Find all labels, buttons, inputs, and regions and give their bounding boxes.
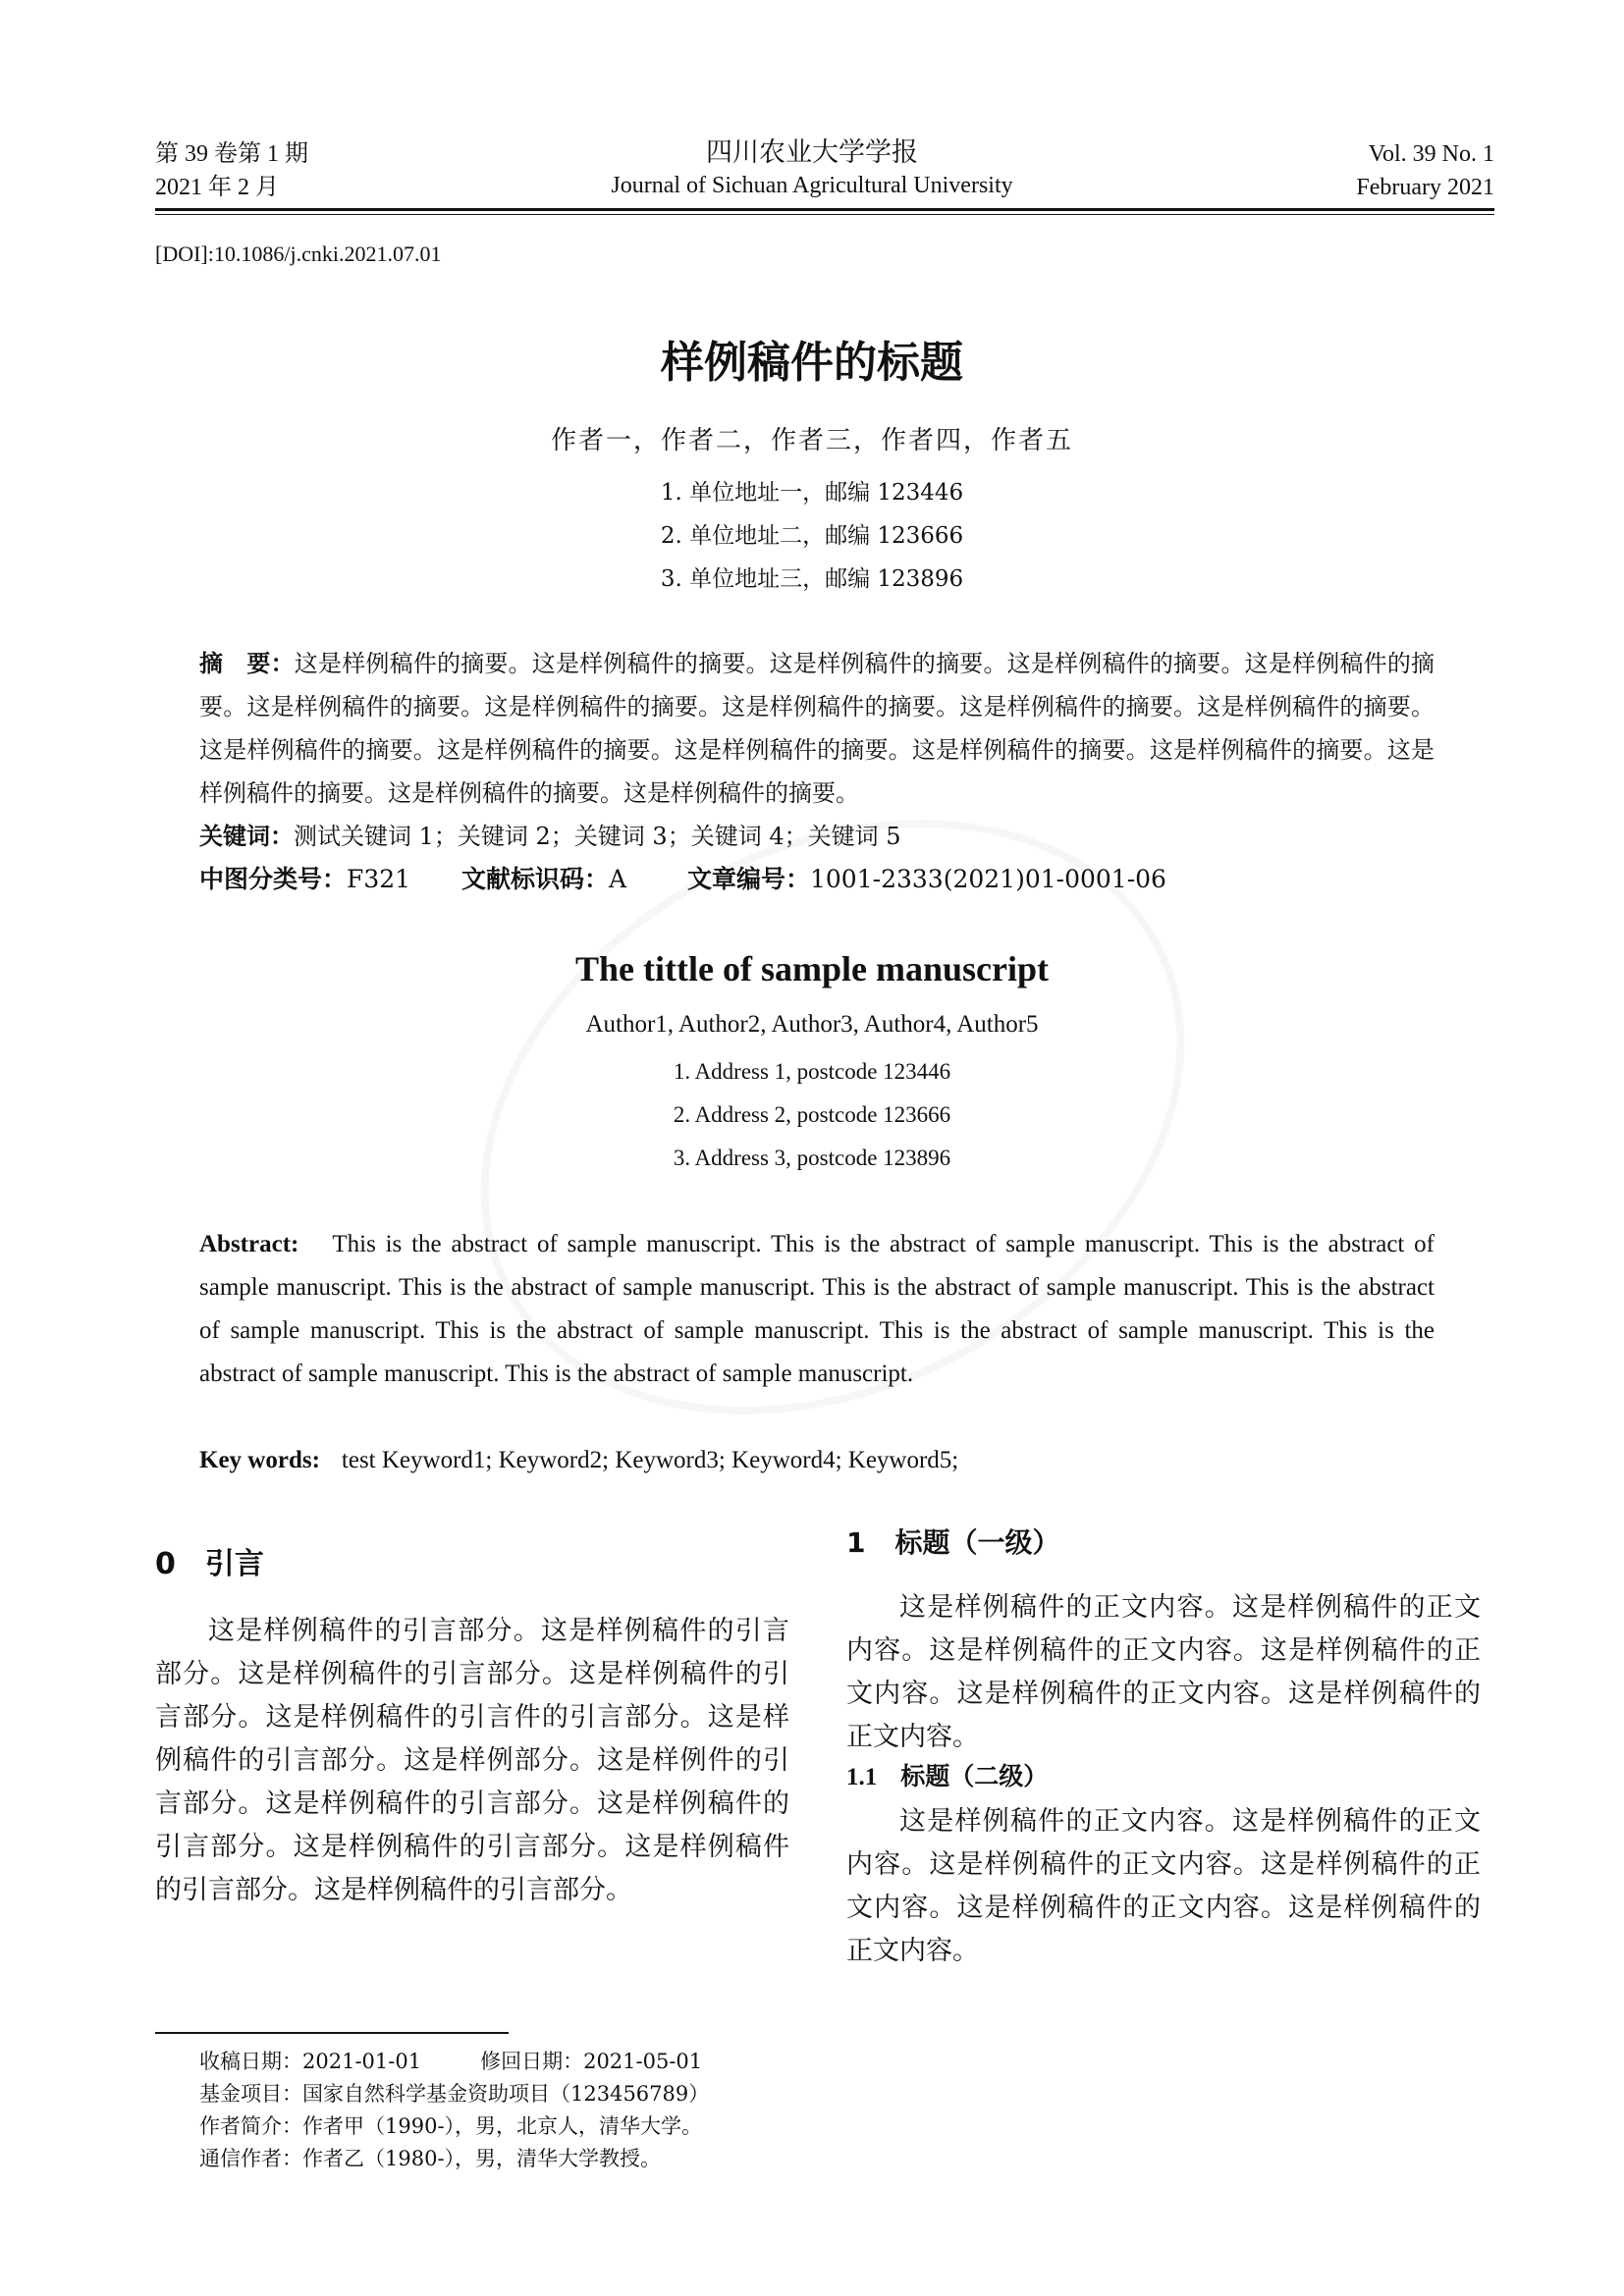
section-1-1-body: 这是样例稿件的正文内容。这是样例稿件的正文内容。这是样例稿件的正文内容。这是样例稿件的正文内容。这是样例稿件的正文内容。这是样例稿件的正文内容。 [846,1806,1481,1966]
authors-cn: 作者一，作者二，作者三，作者四，作者五 [550,426,1073,455]
section-heading-1-1 [846,1755,1048,1799]
section-heading-1 [846,1522,1060,1565]
header-date-en: February 2021 [1356,175,1494,200]
section-title: 引言 [204,1547,264,1581]
footnote-author-bio: 作者简介：作者甲（1990-），男，北京人，清华大学。 [199,2114,703,2138]
doc-code-value: A [609,865,627,893]
page-title-en: The tittle of sample manuscript [575,949,1049,988]
keywords-en-label: Key words: [199,1447,320,1473]
footnotes [199,2046,709,2175]
header-rule-thin [155,214,1494,215]
abstract-cn-text: 这是样例稿件的摘要。这是样例稿件的摘要。这是样例稿件的摘要。这是样例稿件的摘要。这是样例稿件的摘要。这是样例稿件的摘要。这是样例稿件的摘要。这是样例稿件的摘要。这是样例稿件的摘要。这是样例稿件的摘要。这是样例稿件的摘要。这是样例稿件的摘要。这是样例稿件的摘要。这是样例稿件的摘要。这是样例稿件的摘要。这是样例稿件的摘要。这是样例稿件的摘要。这是样例稿件的摘要。 [199,650,1435,807]
abstract-en-text: This is the abstract of sample manuscript. This is the abstract of sample manuscript. This is the abstract of sample manuscript. This is the abstract of sample manuscript. This is the abstract of sample manuscript. This is the abstract of sample manuscript. This is the abstract of sample manuscript. This is the abstract of sample manuscript. This is the abstract of sample manuscript. This is the abstract of sample manuscript. [199,1231,1435,1387]
affiliation-en-1: 1. Address 1, postcode 123446 [673,1059,951,1084]
journal-name-cn: 四川农业大学学报 [706,137,918,167]
section-heading-intro [155,1543,264,1586]
header-right [1356,137,1494,204]
affiliation-en-3: 3. Address 3, postcode 123896 [673,1146,951,1170]
affiliation-cn-3: 3. 单位地址三，邮编 123896 [660,566,964,592]
article-no-label: 文章编号： [686,865,810,893]
section-1-body: 这是样例稿件的正文内容。这是样例稿件的正文内容。这是样例稿件的正文内容。这是样例稿件的正文内容。这是样例稿件的正文内容。这是样例稿件的正文内容。 [846,1592,1481,1752]
keywords-cn [199,815,901,858]
page-title-cn: 样例稿件的标题 [661,338,963,388]
subsection-title: 标题（二级） [900,1762,1049,1790]
header-date-cn: 2021 年 2 月 [155,175,279,200]
footnote-rule [155,2032,509,2034]
abstract-en-label: Abstract: [199,1231,299,1257]
affiliation-cn-2: 2. 单位地址二，邮编 123666 [660,523,964,549]
article-no-value: 1001-2333(2021)01-0001-06 [810,865,1166,893]
affiliations-cn [0,471,1624,601]
abstract-cn [199,642,1435,815]
doc-code-label: 文献标识码： [461,865,610,893]
abstract-en [199,1223,1435,1396]
clc-value: F321 [347,865,411,893]
clc-label: 中图分类号： [199,865,348,893]
revised-date: 修回日期：2021-05-01 [480,2050,703,2073]
footnote-fund: 基金项目：国家自然科学基金资助项目（123456789） [199,2082,710,2106]
header-rule-thick [155,208,1494,211]
keywords-en [199,1439,958,1482]
footnote-dates [199,2046,709,2078]
section-title: 标题（一级） [894,1526,1060,1559]
received-date: 收稿日期：2021-01-01 [199,2050,422,2073]
abstract-cn-label: 摘 要： [199,650,295,677]
authors-en: Author1, Author2, Author3, Author4, Author5 [585,1011,1039,1038]
footnote-corresponding: 通信作者：作者乙（1980-），男，清华大学教授。 [199,2147,662,2170]
keywords-cn-label: 关键词： [199,823,294,850]
keywords-en-text: test Keyword1; Keyword2; Keyword3; Keyword4; Keyword5; [341,1447,959,1473]
affiliations-en [0,1050,1624,1180]
header-volume-issue: 第 39 卷第 1 期 [155,141,308,167]
keywords-cn-text: 测试关键词 1；关键词 2；关键词 3；关键词 4；关键词 5 [294,823,901,850]
section-number: 1 [846,1526,866,1559]
doi: [DOI]:10.1086/j.cnki.2021.07.01 [155,241,442,266]
section-number: 0 [155,1547,176,1581]
header-vol-no: Vol. 39 No. 1 [1368,141,1494,167]
affiliation-en-2: 2. Address 2, postcode 123666 [673,1102,951,1127]
journal-name-en: Journal of Sichuan Agricultural University [611,173,1013,198]
affiliation-cn-1: 1. 单位地址一，邮编 123446 [660,480,964,506]
subsection-number: 1.1 [846,1764,878,1790]
intro-body: 这是样例稿件的引言部分。这是样例稿件的引言部分。这是样例稿件的引言部分。这是样例稿件的引言部分。这是样例稿件的引言件的引言部分。这是样例稿件的引言部分。这是样例部分。这是样例件的引言部分。这是样例稿件的引言部分。这是样例稿件的引言部分。这是样例稿件的引言部分。这是样例稿件的引言部分。这是样例稿件的引言部分。 [155,1616,789,1905]
classification-line [199,858,1166,901]
